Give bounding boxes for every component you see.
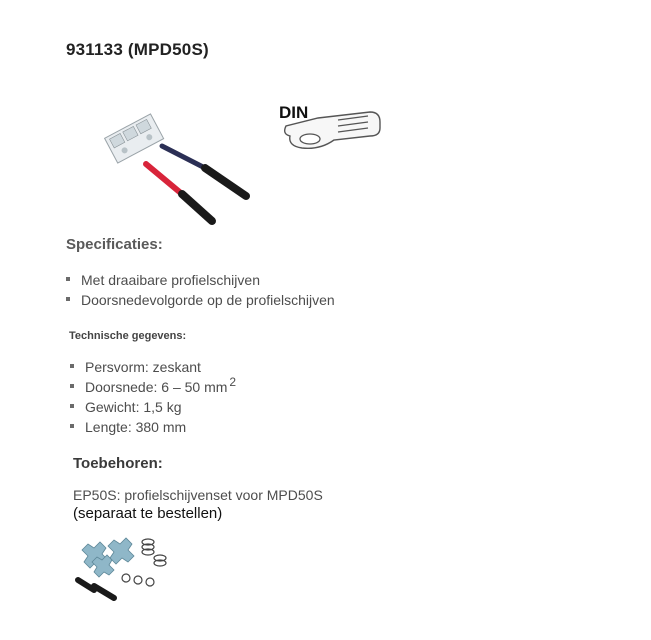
list-item: Gewicht: 1,5 kg bbox=[69, 398, 234, 418]
bullet-icon bbox=[70, 424, 74, 428]
bullet-icon bbox=[66, 277, 70, 281]
accessories-line: EP50S: profielschijvenset voor MPD50S bbox=[73, 487, 323, 503]
crimping-tool-image bbox=[100, 108, 260, 233]
list-item: Met draaibare profielschijven bbox=[65, 271, 335, 291]
bullet-icon bbox=[70, 384, 74, 388]
bullet-icon bbox=[66, 297, 70, 301]
technical-list bbox=[69, 358, 237, 437]
bullet-icon bbox=[70, 364, 74, 368]
die-set-image bbox=[72, 528, 182, 608]
list-item: Doorsnedevolgorde op de profielschijven bbox=[65, 291, 335, 311]
list-item: Persvorm: zeskant bbox=[69, 358, 234, 378]
bullet-icon bbox=[70, 404, 74, 408]
din-label: DIN bbox=[279, 103, 309, 122]
page-title: 931133 (MPD50S) bbox=[66, 40, 209, 59]
list-item: Doorsnede: 6 – 50 mm 2 bbox=[69, 378, 234, 399]
accessories-heading: Toebehoren: bbox=[73, 455, 163, 472]
superscript: 2 bbox=[229, 374, 237, 389]
list-item: Lengte: 380 mm bbox=[69, 418, 234, 438]
specifications-heading: Specificaties: bbox=[66, 236, 163, 253]
technical-heading: Technische gegevens: bbox=[69, 330, 187, 342]
specifications-list bbox=[65, 271, 335, 310]
accessories-note: (separaat te bestellen) bbox=[73, 505, 223, 522]
